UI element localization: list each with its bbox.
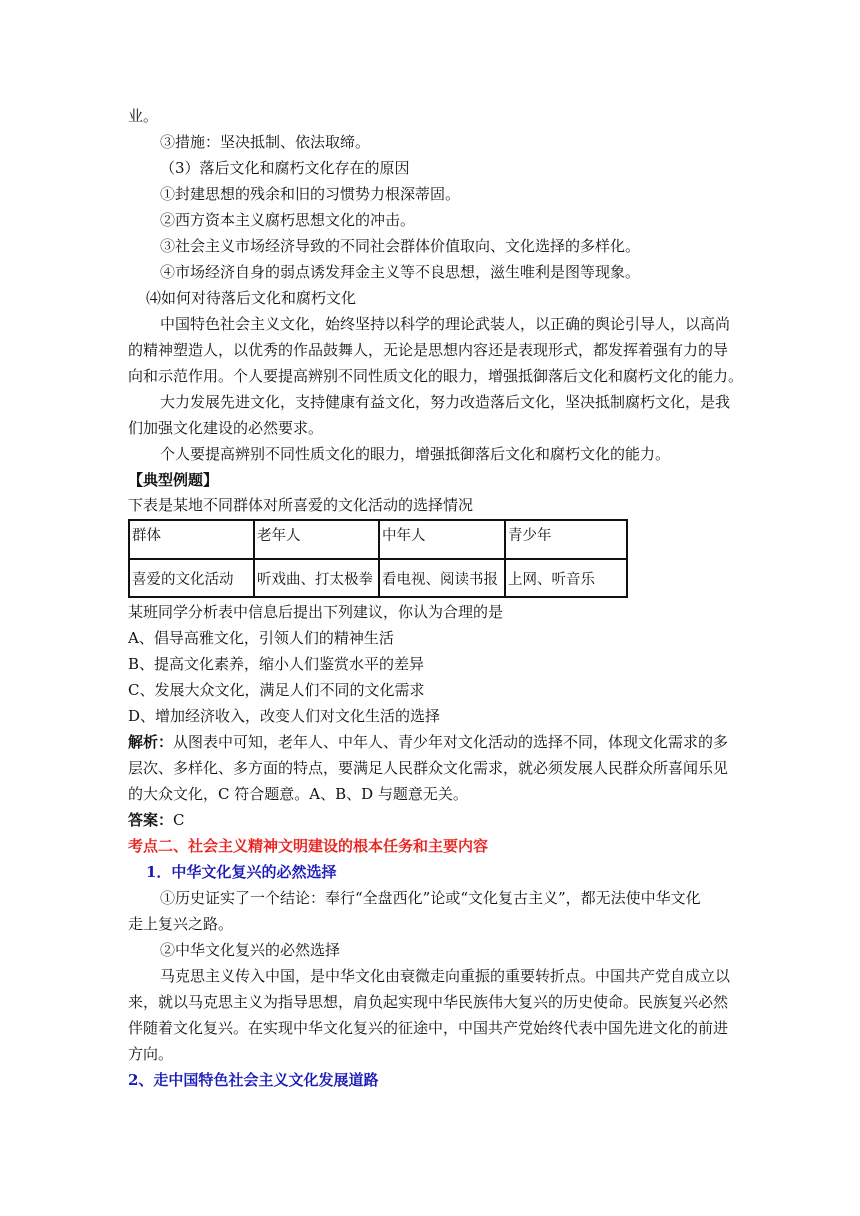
analysis-line: [128, 732, 728, 752]
question-text: 某班同学分析表中信息后提出下列建议，你认为合理的是: [128, 603, 504, 621]
table-cell: 中年人: [379, 520, 505, 559]
subsection-title: 2、走中国特色社会主义文化发展道路: [128, 1071, 379, 1089]
table-cell: 看电视、阅读书报: [379, 559, 505, 597]
section-title: 考点二、社会主义精神文明建设的根本任务和主要内容: [128, 837, 489, 855]
text-line: ④市场经济自身的弱点诱发拜金主义等不良思想，滋生唯利是图等现象。: [160, 263, 641, 281]
text-line: ①封建思想的残余和旧的习惯势力根深蒂固。: [160, 185, 461, 203]
analysis-line: 的大众文化，C 符合题意。A、B、D 与题意无关。: [128, 785, 468, 803]
analysis-line: 层次、多样化、多方面的特点，要满足人民群众文化需求，就必须发展人民群众所喜闻乐见: [128, 759, 729, 777]
text-line: ③措施：坚决抵制、依法取缔。: [160, 133, 371, 151]
paragraph-line: 的精神塑造人，以优秀的作品鼓舞人，无论是思想内容还是表现形式，都发挥着强有力的导: [128, 341, 729, 359]
table-row: [129, 559, 627, 597]
text-line: ②中华文化复兴的必然选择: [160, 941, 341, 959]
paragraph-line: 来，就以马克思主义为指导思想，肩负起实现中华民族伟大复兴的历史使命。民族复兴必然: [128, 993, 729, 1011]
option-c: C、发展大众文化，满足人们不同的文化需求: [128, 681, 425, 699]
table-cell: 青少年: [505, 520, 627, 559]
activity-table: [128, 519, 628, 598]
analysis-label: 解析：: [128, 733, 174, 751]
option-b: B、提高文化素养，缩小人们鉴赏水平的差异: [128, 655, 425, 673]
paragraph-line: 个人要提高辨别不同性质文化的眼力，增强抵御落后文化和腐朽文化的能力。: [160, 445, 671, 463]
text-line: ③社会主义市场经济导致的不同社会群体价值取向、文化选择的多样化。: [160, 237, 641, 255]
text-line: ⑷如何对待落后文化和腐朽文化: [146, 289, 357, 307]
table-cell: 老年人: [254, 520, 379, 559]
paragraph-line: 马克思主义传入中国，是中华文化由衰微走向重振的重要转折点。中国共产党自成立以: [160, 967, 731, 985]
example-intro: 下表是某地不同群体对所喜爱的文化活动的选择情况: [128, 496, 474, 514]
text-line: ②西方资本主义腐朽思想文化的冲击。: [160, 211, 416, 229]
example-heading: 【典型例题】: [128, 471, 219, 489]
subsection-title: 1．中华文化复兴的必然选择: [146, 863, 337, 881]
table-cell: 群体: [129, 520, 254, 559]
paragraph-line: 大力发展先进文化，支持健康有益文化，努力改造落后文化，坚决抵制腐朽文化，是我: [160, 393, 731, 411]
answer-value: C: [173, 811, 185, 829]
table-cell: 上网、听音乐: [505, 559, 627, 597]
text-line: 走上复兴之路。: [128, 915, 234, 933]
paragraph-line: 方向。: [128, 1045, 174, 1063]
table-header-row: [129, 520, 627, 559]
text-line: 业。: [128, 107, 159, 125]
answer-label: 答案：: [128, 811, 174, 829]
table-cell: 喜爱的文化活动: [129, 559, 254, 597]
option-d: D、增加经济收入，改变人们对文化生活的选择: [128, 707, 441, 725]
table-cell: 听戏曲、打太极拳: [254, 559, 379, 597]
text-line: ①历史证实了一个结论：奉行“全盘西化”论或“文化复古主义”，都无法使中华文化: [160, 889, 701, 907]
analysis-text: 从图表中可知，老年人、中年人、青少年对文化活动的选择不同，体现文化需求的多: [173, 733, 729, 751]
paragraph-line: 向和示范作用。个人要提高辨别不同性质文化的眼力，增强抵御落后文化和腐朽文化的能力。: [128, 367, 744, 385]
paragraph-line: 中国特色社会主义文化，始终坚持以科学的理论武装人，以正确的舆论引导人，以高尚: [160, 315, 731, 333]
answer-line: [128, 810, 185, 830]
option-a: A、倡导高雅文化，引领人们的精神生活: [128, 629, 394, 647]
text-line: （3）落后文化和腐朽文化存在的原因: [160, 159, 410, 177]
paragraph-line: 们加强文化建设的必然要求。: [128, 419, 324, 437]
paragraph-line: 伴随着文化复兴。在实现中华文化复兴的征途中，中国共产党始终代表中国先进文化的前进: [128, 1019, 729, 1037]
